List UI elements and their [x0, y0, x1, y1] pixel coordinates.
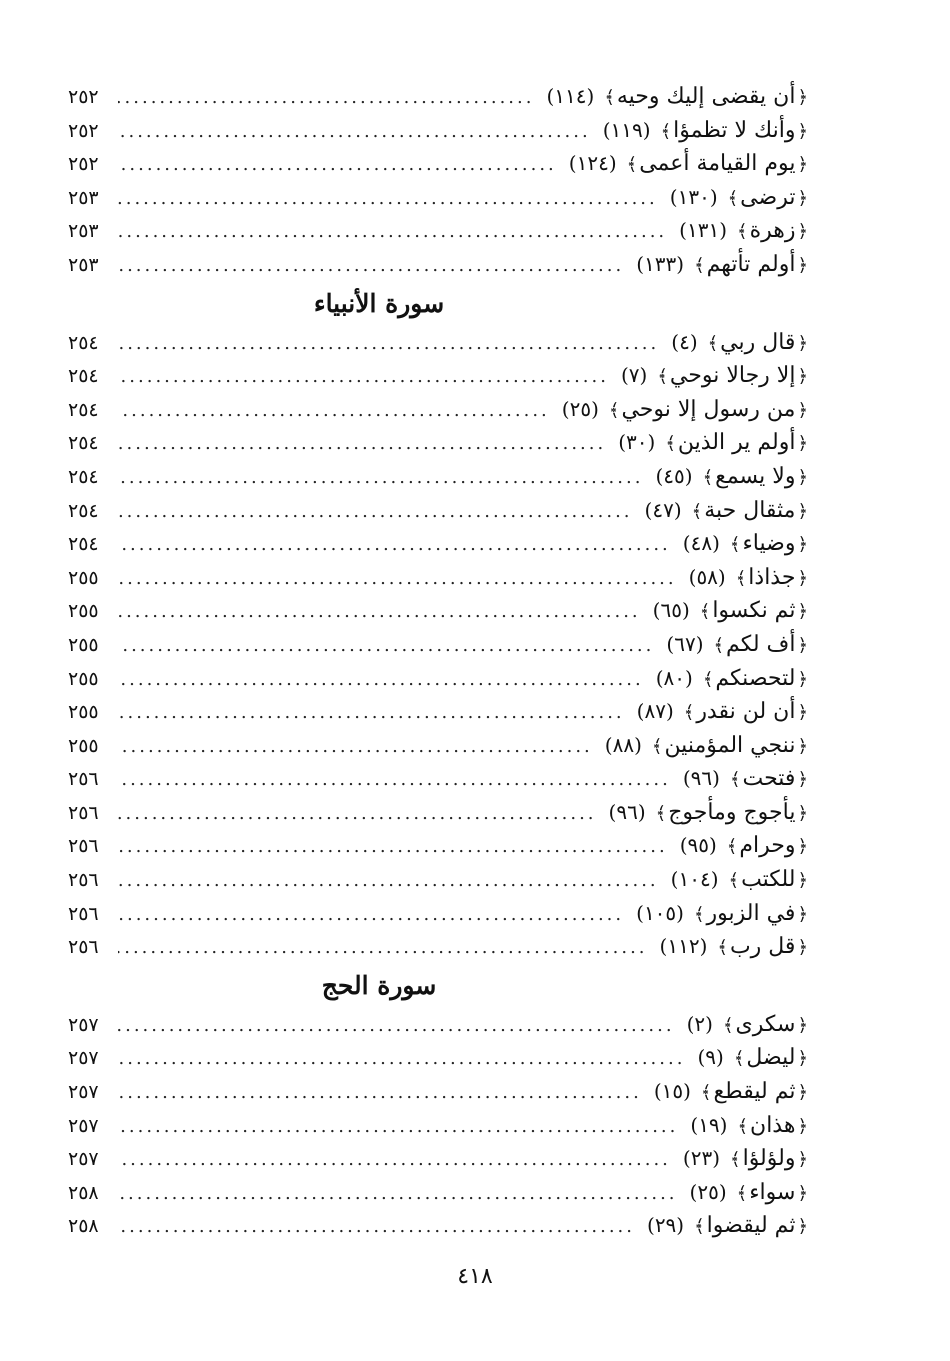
open-bracket: ﴿	[797, 836, 808, 858]
close-bracket: ﴾	[657, 366, 668, 388]
dot-leader	[118, 148, 557, 181]
open-bracket: ﴿	[797, 1082, 808, 1104]
close-bracket: ﴾	[727, 187, 739, 209]
entry-word: ثم ليقطع	[713, 1079, 796, 1105]
dot-leader	[118, 797, 597, 830]
close-bracket: ﴾	[700, 1082, 712, 1104]
open-bracket: ﴿	[797, 634, 808, 656]
entry-word: وأنك لا تظمؤا	[673, 117, 796, 143]
open-bracket: ﴿	[797, 1216, 808, 1238]
close-bracket: ﴾	[713, 634, 725, 656]
index-entry	[68, 662, 810, 696]
entry-word: ليضل	[746, 1045, 796, 1071]
entry-word: ثم ليقضوا	[706, 1213, 796, 1239]
open-bracket: ﴿	[797, 1014, 808, 1036]
dot-leader	[118, 1042, 685, 1075]
index-entry	[68, 729, 810, 763]
open-bracket: ﴿	[797, 1149, 808, 1171]
close-bracket: ﴾	[651, 735, 663, 757]
entry-page-number: ٢٥٨	[68, 1215, 99, 1238]
verse-number: (٨٠)	[655, 665, 693, 690]
open-bracket: ﴿	[797, 433, 808, 455]
open-bracket: ﴿	[797, 120, 808, 142]
entry-word: جذاذا	[748, 564, 796, 590]
entry-page-number: ٢٥٦	[68, 835, 99, 858]
open-bracket: ﴿	[797, 937, 808, 959]
index-entry	[68, 1008, 810, 1042]
entry-page-number: ٢٥٦	[68, 801, 99, 824]
close-bracket: ﴾	[691, 500, 703, 522]
dot-leader	[118, 1143, 671, 1176]
dot-leader	[118, 931, 648, 964]
verse-number: (٧)	[620, 363, 648, 388]
dot-leader	[118, 360, 609, 393]
index-entry	[68, 527, 810, 561]
close-bracket: ﴾	[737, 221, 748, 243]
close-bracket: ﴾	[729, 534, 741, 556]
entry-page-number: ٢٥٥	[68, 667, 99, 690]
open-bracket: ﴿	[797, 1115, 808, 1137]
verse-number: (٩٦)	[608, 799, 646, 824]
close-bracket: ﴾	[702, 668, 714, 690]
index-entry	[68, 695, 810, 729]
entry-page-number: ٢٥٥	[68, 734, 99, 757]
index-entry	[68, 796, 810, 830]
dot-leader	[118, 249, 624, 282]
dot-leader	[118, 730, 593, 763]
dot-leader	[118, 81, 534, 114]
close-bracket: ﴾	[702, 466, 714, 488]
entry-word: أولم تأتهم	[706, 251, 796, 277]
entry-word: أن يقضى إليك وحيه	[616, 84, 796, 109]
index-entry	[68, 561, 810, 595]
close-bracket: ﴾	[733, 1048, 745, 1070]
verse-number: (٤٧)	[644, 497, 682, 522]
open-bracket: ﴿	[797, 187, 808, 209]
entry-word: من رسول إلا نوحي	[621, 396, 796, 422]
close-bracket: ﴾	[707, 332, 719, 354]
verse-number: (١٩)	[690, 1112, 728, 1137]
verse-number: (٢٥)	[561, 396, 599, 421]
verse-number: (١٢٤)	[568, 151, 617, 176]
dot-leader	[118, 215, 667, 248]
entry-page-number: ٢٥٨	[68, 1181, 99, 1204]
entry-page-number: ٢٥٢	[68, 119, 99, 142]
open-bracket: ﴿	[797, 87, 808, 108]
verse-number: (١٥)	[653, 1079, 691, 1104]
verse-number: (٤٥)	[655, 463, 693, 488]
index-entry	[68, 494, 810, 528]
entry-page-number: ٢٥٤	[68, 398, 99, 421]
close-bracket: ﴾	[693, 903, 705, 925]
index-entry	[68, 829, 810, 863]
entry-word: هذان	[750, 1112, 796, 1138]
close-bracket: ﴾	[735, 567, 747, 589]
dot-leader	[118, 427, 606, 460]
verse-number: (٨٨)	[604, 732, 642, 757]
entry-word: أن لن نقدر	[696, 699, 796, 725]
entry-word: أولم ير الذين	[677, 430, 796, 456]
entry-page-number: ٢٥٥	[68, 633, 99, 656]
verse-number: (٩)	[697, 1045, 724, 1070]
dot-leader	[118, 830, 668, 863]
index-entry	[68, 181, 810, 215]
index-entry	[68, 1075, 810, 1109]
open-bracket: ﴿	[797, 399, 808, 421]
close-bracket: ﴾	[665, 433, 676, 455]
open-bracket: ﴿	[797, 802, 808, 824]
verse-number: (٦٧)	[666, 631, 704, 656]
entry-page-number: ٢٥٣	[68, 186, 99, 209]
verse-number: (٩٦)	[682, 766, 720, 791]
close-bracket: ﴾	[608, 399, 620, 421]
entry-word: يوم القيامة أعمى	[639, 151, 796, 177]
dot-leader	[118, 663, 644, 696]
close-bracket: ﴾	[728, 870, 740, 892]
entry-page-number: ٢٥٦	[68, 902, 99, 925]
close-bracket: ﴾	[722, 1014, 734, 1036]
close-bracket: ﴾	[737, 1115, 749, 1137]
verse-number: (٤)	[671, 329, 698, 354]
close-bracket: ﴾	[736, 1182, 748, 1204]
index-entry	[68, 897, 810, 931]
close-bracket: ﴾	[655, 802, 667, 824]
dot-leader	[118, 1076, 642, 1109]
entry-word: ترضى	[740, 184, 796, 210]
open-bracket: ﴿	[797, 903, 808, 925]
verse-number: (٢٩)	[647, 1213, 685, 1238]
entry-page-number: ٢٥٧	[68, 1047, 99, 1070]
dot-leader	[118, 1110, 678, 1143]
index-entry	[68, 1209, 810, 1243]
verse-number: (١٠٤)	[670, 867, 719, 892]
entry-word: ثم نكسوا	[712, 598, 796, 624]
entry-word: إلا رجالا نوحي	[669, 363, 796, 389]
open-bracket: ﴿	[797, 668, 808, 690]
index-page	[68, 80, 810, 1243]
dot-leader	[118, 394, 550, 427]
open-bracket: ﴿	[797, 702, 808, 724]
close-bracket: ﴾	[683, 702, 695, 724]
entry-word: للكتب	[741, 867, 796, 893]
entry-page-number: ٢٥٧	[68, 1013, 99, 1036]
close-bracket: ﴾	[730, 1149, 741, 1171]
index-entry	[68, 114, 810, 148]
open-bracket: ﴿	[797, 769, 808, 791]
open-bracket: ﴿	[797, 601, 808, 623]
entry-word: ولا يسمع	[715, 463, 796, 489]
entry-word: لتحصنكم	[715, 665, 796, 691]
dot-leader	[118, 595, 641, 628]
entry-word: وحرام	[739, 833, 796, 859]
verse-number: (٨٧)	[636, 699, 674, 724]
entry-word: في الزبور	[706, 900, 796, 926]
open-bracket: ﴿	[797, 500, 808, 522]
verse-number: (١١٤)	[546, 84, 595, 108]
dot-leader	[118, 629, 654, 662]
verse-number: (٢)	[686, 1011, 713, 1036]
close-bracket: ﴾	[729, 769, 741, 791]
verse-number: (١٠٥)	[636, 900, 684, 925]
section-heading: سورة الحج	[321, 970, 437, 1000]
verse-number: (٢٣)	[682, 1146, 721, 1171]
close-bracket: ﴾	[694, 254, 705, 276]
dot-leader	[118, 1009, 675, 1042]
close-bracket: ﴾	[694, 1216, 705, 1238]
verse-number: (٢٥)	[689, 1179, 727, 1204]
index-entry	[68, 460, 810, 494]
dot-leader	[118, 898, 624, 931]
entry-word: أف لكم	[726, 631, 796, 657]
entry-word: قل رب	[729, 934, 796, 960]
index-entry	[68, 628, 810, 662]
entry-page-number: ٢٥٥	[68, 701, 99, 724]
dot-leader	[118, 327, 659, 360]
entry-page-number: ٢٥٦	[68, 869, 99, 892]
open-bracket: ﴿	[797, 366, 808, 388]
index-entry	[68, 762, 810, 796]
verse-number: (١٣٠)	[669, 184, 718, 209]
close-bracket: ﴾	[717, 937, 728, 959]
entry-word: زهرة	[749, 218, 796, 244]
open-bracket: ﴿	[797, 254, 808, 276]
index-entry	[68, 1041, 810, 1075]
entry-page-number: ٢٥٤	[68, 499, 99, 522]
close-bracket: ﴾	[726, 836, 738, 858]
index-entry	[68, 147, 810, 181]
entry-page-number: ٢٥٧	[68, 1081, 99, 1104]
index-entry	[68, 80, 810, 114]
index-entry	[68, 1176, 810, 1210]
dot-leader	[118, 1177, 678, 1210]
dot-leader	[118, 182, 658, 215]
section-heading: سورة الأنبياء	[313, 288, 445, 318]
index-entry	[68, 1142, 810, 1176]
dot-leader	[118, 1210, 635, 1243]
index-entry	[68, 594, 810, 628]
page-number: ٤١٨	[457, 1264, 493, 1289]
entry-word: ننجي المؤمنين	[664, 732, 796, 758]
verse-number: (٩٥)	[679, 833, 717, 858]
entry-word: وضياء	[742, 531, 796, 557]
close-bracket: ﴾	[626, 154, 638, 176]
entry-word: سكرى	[735, 1011, 796, 1037]
verse-number: (٥٨)	[688, 564, 726, 589]
entry-word: مثقال حبة	[704, 497, 796, 523]
entry-page-number: ٢٥٧	[68, 1114, 99, 1137]
verse-number: (١١٩)	[602, 117, 651, 142]
close-bracket: ﴾	[604, 87, 615, 108]
verse-number: (٣٠)	[618, 430, 656, 455]
dot-leader	[118, 562, 677, 595]
open-bracket: ﴿	[797, 221, 808, 243]
entry-page-number: ٢٥٧	[68, 1148, 99, 1171]
index-entry	[68, 214, 810, 248]
dot-leader	[118, 461, 643, 494]
dot-leader	[118, 115, 591, 148]
entry-page-number: ٢٥٣	[68, 253, 99, 276]
entry-page-number: ٢٥٢	[68, 153, 99, 176]
open-bracket: ﴿	[797, 567, 808, 589]
close-bracket: ﴾	[660, 120, 672, 142]
index-entry	[68, 248, 810, 282]
entry-page-number: ٢٥٦	[68, 768, 99, 791]
entry-page-number: ٢٥٦	[68, 936, 99, 959]
entry-page-number: ٢٥٤	[68, 331, 99, 354]
index-entry	[68, 426, 810, 460]
dot-leader	[118, 763, 671, 796]
dot-leader	[118, 528, 671, 561]
entry-page-number: ٢٥٤	[68, 432, 99, 455]
entry-word: يأجوج ومأجوج	[668, 799, 796, 825]
index-entry	[68, 863, 810, 897]
entry-word: فتحت	[742, 766, 796, 792]
verse-number: (٤٨)	[682, 531, 720, 556]
entry-page-number: ٢٥٤	[68, 533, 99, 556]
index-entry	[68, 930, 810, 964]
dot-leader	[118, 495, 633, 528]
close-bracket: ﴾	[699, 601, 711, 623]
entry-page-number: ٢٥٢	[68, 86, 99, 108]
verse-number: (١١٢)	[659, 934, 708, 959]
open-bracket: ﴿	[797, 1182, 808, 1204]
open-bracket: ﴿	[797, 332, 808, 354]
open-bracket: ﴿	[797, 870, 808, 892]
entry-page-number: ٢٥٣	[68, 220, 99, 243]
open-bracket: ﴿	[797, 735, 808, 757]
open-bracket: ﴿	[797, 466, 808, 488]
index-entry	[68, 359, 810, 393]
entry-word: ولؤلؤا	[742, 1146, 796, 1172]
index-entry	[68, 1109, 810, 1143]
dot-leader	[118, 696, 625, 729]
entry-page-number: ٢٥٥	[68, 600, 99, 623]
entry-word: قال ربي	[720, 329, 796, 355]
verse-number: (٦٥)	[652, 598, 690, 623]
open-bracket: ﴿	[797, 534, 808, 556]
entry-page-number: ٢٥٤	[68, 365, 99, 388]
entry-word: سواء	[749, 1179, 796, 1205]
index-entry	[68, 393, 810, 427]
dot-leader	[118, 864, 659, 897]
entry-page-number: ٢٥٥	[68, 566, 99, 589]
verse-number: (١٣١)	[679, 218, 728, 243]
entry-page-number: ٢٥٤	[68, 465, 99, 488]
index-entry	[68, 326, 810, 360]
open-bracket: ﴿	[797, 1048, 808, 1070]
verse-number: (١٣٣)	[636, 251, 685, 276]
open-bracket: ﴿	[797, 154, 808, 176]
